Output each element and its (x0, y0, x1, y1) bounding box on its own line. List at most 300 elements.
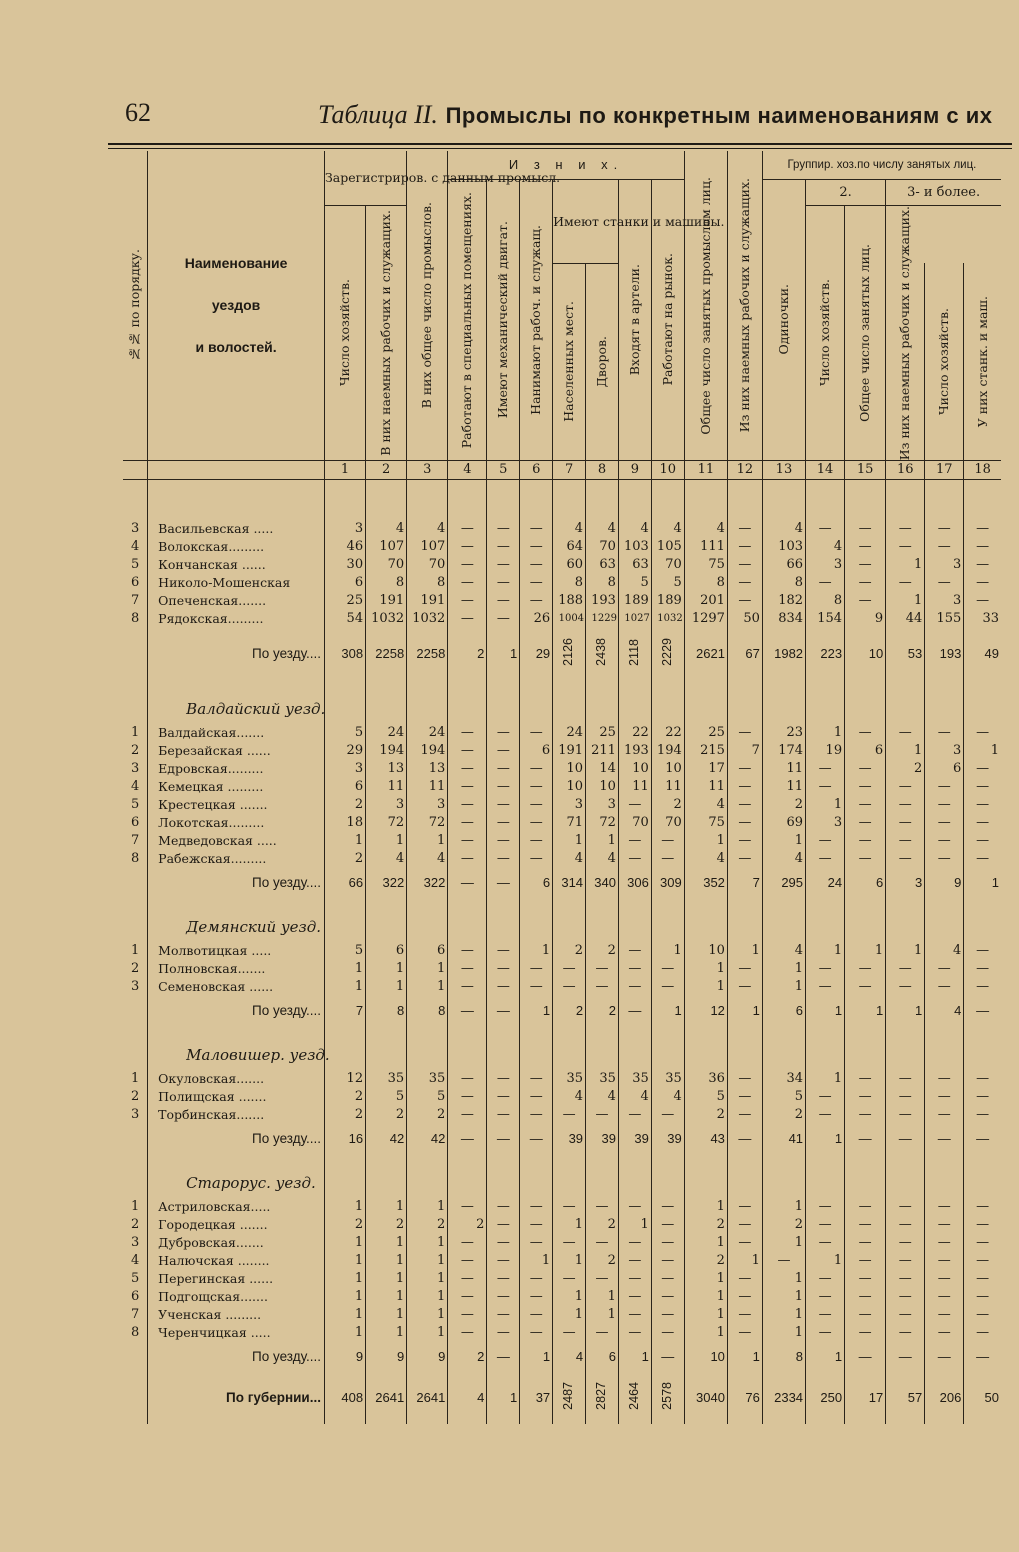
row-number: 3 (130, 1235, 140, 1251)
name-header-line1: Наименование (184, 255, 288, 272)
table-cell: 8 (806, 592, 845, 610)
table-cell: 8 (586, 574, 619, 592)
table-cell (618, 628, 651, 680)
table-cell: 1 (806, 1252, 845, 1270)
table-cell: 35 (553, 1070, 586, 1088)
row-number: 7 (130, 593, 140, 609)
table-cell: 2334 (762, 1372, 805, 1424)
table-cell: 1 (366, 960, 407, 978)
table-cell: 70 (618, 814, 651, 832)
table-cell: — (727, 724, 762, 742)
table-cell: 295 (762, 868, 805, 898)
empty-cell (448, 1026, 487, 1070)
table-cell: 25 (586, 724, 619, 742)
table-cell: 1 (324, 978, 365, 996)
table-cell: 10 (684, 1342, 727, 1372)
column-number: 1 (324, 460, 365, 479)
table-cell: 6 (845, 742, 886, 760)
table-cell: 17 (845, 1372, 886, 1424)
table-cell: 1 (324, 1288, 365, 1306)
table-cell: 11 (762, 760, 805, 778)
table-cell: 1 (684, 1306, 727, 1324)
row-number: 3 (130, 979, 140, 995)
table-cell: 1 (964, 868, 1001, 898)
table-cell: — (448, 1270, 487, 1288)
table-cell: — (806, 520, 845, 538)
row-number: 2 (130, 743, 140, 759)
subtotal-row (123, 628, 1001, 680)
table-cell: 24 (366, 724, 407, 742)
table-cell: 194 (366, 742, 407, 760)
table-cell: — (845, 814, 886, 832)
table-cell: 111 (684, 538, 727, 556)
table-cell: 2641 (366, 1372, 407, 1424)
empty-cell (806, 1026, 845, 1070)
table-cell: 10 (586, 778, 619, 796)
row-number (123, 1124, 148, 1154)
row-number: 5 (130, 797, 140, 813)
table-cell: — (964, 814, 1001, 832)
empty-cell (684, 680, 727, 724)
hire-workers-header: Нанимают рабоч. и служащ. (520, 179, 553, 460)
table-cell: — (448, 1306, 487, 1324)
table-cell: 1 (553, 1306, 586, 1324)
empty-cell (520, 898, 553, 942)
table-cell: — (964, 796, 1001, 814)
table-cell: — (806, 574, 845, 592)
table-cell: 105 (651, 538, 684, 556)
table-cell: 5 (651, 574, 684, 592)
table-cell: — (925, 574, 964, 592)
table-cell: — (448, 868, 487, 898)
district-row (123, 850, 1001, 868)
table-cell: 8 (553, 574, 586, 592)
column-number: 2 (366, 460, 407, 479)
table-cell: 5 (762, 1088, 805, 1106)
table-cell: 50 (727, 610, 762, 628)
table-cell: — (553, 978, 586, 996)
of-them-header: И з н и х. (448, 151, 684, 179)
table-cell: — (845, 592, 886, 610)
district-row (123, 742, 1001, 760)
table-cell: 7 (727, 868, 762, 898)
table-cell: 1 (324, 1324, 365, 1342)
table-cell: — (520, 832, 553, 850)
column-number: 5 (487, 460, 520, 479)
table-cell: 1 (727, 942, 762, 960)
table-cell: — (618, 1324, 651, 1342)
table-cell: 4 (684, 520, 727, 538)
table-cell: 2641 (407, 1372, 448, 1424)
table-cell: 3 (806, 814, 845, 832)
row-name: Волокская......... (148, 538, 325, 556)
table-cell: 1 (407, 960, 448, 978)
table-cell: 4 (806, 538, 845, 556)
table-cell: 2 (448, 1216, 487, 1234)
table-cell: — (727, 1306, 762, 1324)
empty-cell (925, 898, 964, 942)
table-cell: 1 (762, 1288, 805, 1306)
registered-header: Зарегистриров. с данным промысл. (324, 151, 406, 205)
row-number: 8 (130, 851, 140, 867)
table-cell: — (553, 1198, 586, 1216)
table-cell: 2 (684, 1216, 727, 1234)
table-cell: — (618, 1288, 651, 1306)
table-cell: 1032 (366, 610, 407, 628)
table-cell: — (845, 1306, 886, 1324)
table-cell: — (886, 1252, 925, 1270)
row-name: По губернии... (148, 1372, 325, 1424)
empty-cell (806, 898, 845, 942)
empty-cell (487, 1154, 520, 1198)
table-cell: — (448, 1324, 487, 1342)
table-cell: 44 (886, 610, 925, 628)
table-cell: — (925, 1324, 964, 1342)
empty-cell (407, 1026, 448, 1070)
table-cell: — (727, 592, 762, 610)
table-cell: — (964, 1342, 1001, 1372)
table-cell: 4 (618, 1088, 651, 1106)
table-cell: 39 (618, 1124, 651, 1154)
column-number: 12 (727, 460, 762, 479)
table-cell: — (651, 1306, 684, 1324)
column-number: 6 (520, 460, 553, 479)
table-cell: 206 (925, 1372, 964, 1424)
empty-cell (651, 1026, 684, 1070)
table-cell: — (487, 742, 520, 760)
row-number (123, 1154, 148, 1198)
table-cell: 1 (366, 1324, 407, 1342)
table-cell: — (448, 742, 487, 760)
table-cell: — (925, 814, 964, 832)
table-cell: 4 (553, 520, 586, 538)
row-number (123, 1372, 148, 1424)
row-number: 1 (130, 1199, 140, 1215)
table-cell: — (487, 1106, 520, 1124)
table-cell: 50 (964, 1372, 1001, 1424)
table-cell: 2 (324, 1088, 365, 1106)
table-cell: — (618, 1198, 651, 1216)
empty-cell (407, 1154, 448, 1198)
table-cell: 70 (651, 556, 684, 574)
table-cell: — (618, 942, 651, 960)
table-cell: — (845, 1252, 886, 1270)
table-cell: — (586, 1198, 619, 1216)
row-name: Окуловская....... (148, 1070, 325, 1088)
table-cell: — (487, 1088, 520, 1106)
table-cell: — (553, 1270, 586, 1288)
empty-cell (366, 680, 407, 724)
table-cell: — (520, 1198, 553, 1216)
mech-engine-header: Имеют механический двигат. (487, 179, 520, 460)
table-cell: 4 (586, 520, 619, 538)
households-header: Дворов. (586, 263, 619, 460)
table-cell: — (520, 1270, 553, 1288)
table-cell: — (925, 960, 964, 978)
table-cell: 1 (324, 1306, 365, 1324)
table-cell: 1 (651, 996, 684, 1026)
row-number (123, 479, 148, 500)
table-cell: 1 (586, 1288, 619, 1306)
subtotal-row (123, 1342, 1001, 1372)
table-cell: 64 (553, 538, 586, 556)
table-cell: — (806, 778, 845, 796)
empty-cell (618, 1154, 651, 1198)
table-cell: — (845, 1106, 886, 1124)
table-body (123, 479, 1001, 1424)
table-cell: 35 (586, 1070, 619, 1088)
table-cell: 1 (845, 942, 886, 960)
table-cell: 34 (762, 1070, 805, 1088)
table-cell: 24 (553, 724, 586, 742)
table-cell: — (448, 556, 487, 574)
g2-hired-header: В них наемных рабочих и служащих. (366, 205, 407, 460)
table-cell: — (487, 778, 520, 796)
empty-cell (806, 1154, 845, 1198)
empty-cell (886, 479, 925, 500)
empty-cell (651, 898, 684, 942)
row-number: 3 (130, 521, 140, 537)
row-name: Васильевская ..... (148, 520, 325, 538)
table-cell: — (553, 1106, 586, 1124)
table-cell: — (520, 796, 553, 814)
table-cell: — (727, 574, 762, 592)
table-cell: — (886, 1306, 925, 1324)
empty-cell (586, 479, 619, 500)
table-cell: — (806, 1216, 845, 1234)
table-cell: 3 (324, 760, 365, 778)
empty-cell (366, 479, 407, 500)
table-cell: — (845, 978, 886, 996)
empty-cell (553, 898, 586, 942)
empty-cell (586, 1154, 619, 1198)
table-cell: — (886, 832, 925, 850)
table-cell: 66 (762, 556, 805, 574)
table-cell: 75 (684, 814, 727, 832)
row-number: 4 (130, 539, 140, 555)
table-cell: 2 (324, 850, 365, 868)
empty-cell (324, 479, 365, 500)
table-cell: 1 (762, 1306, 805, 1324)
table-cell: — (448, 814, 487, 832)
empty-cell (448, 680, 487, 724)
table-cell: — (520, 1324, 553, 1342)
table-cell: — (448, 1234, 487, 1252)
table-cell: 1 (964, 742, 1001, 760)
row-name: Полновская....... (148, 960, 325, 978)
district-row (123, 556, 1001, 574)
colnum-blank-name (148, 460, 325, 479)
table-cell: — (520, 1106, 553, 1124)
table-cell: — (520, 1288, 553, 1306)
table-cell: — (845, 556, 886, 574)
table-cell: 1 (806, 1124, 845, 1154)
table-cell: 9 (845, 610, 886, 628)
table-cell: 25 (684, 724, 727, 742)
table-cell: 9 (366, 1342, 407, 1372)
row-name: Семеновская ...... (148, 978, 325, 996)
district-row (123, 1324, 1001, 1342)
empty-cell (845, 898, 886, 942)
table-cell: — (651, 1234, 684, 1252)
empty-cell (366, 1026, 407, 1070)
empty-cell (762, 898, 805, 942)
g3-persons-header: Общее число занятых лиц. (845, 205, 886, 460)
table-cell: 43 (684, 1124, 727, 1154)
table-cell: 2 (684, 1106, 727, 1124)
statistics-table (123, 151, 1001, 1424)
empty-cell (520, 1154, 553, 1198)
table-cell: — (520, 960, 553, 978)
table-cell: 53 (886, 628, 925, 680)
market-header: Работают на рынок. (651, 179, 684, 460)
table-cell: — (886, 1270, 925, 1288)
empty-cell (886, 1154, 925, 1198)
district-row (123, 1270, 1001, 1288)
table-cell: 1 (727, 1342, 762, 1372)
table-cell: — (964, 1088, 1001, 1106)
subtotal-row (123, 996, 1001, 1026)
table-cell: 63 (618, 556, 651, 574)
empty-cell (925, 479, 964, 500)
table-cell: 1 (684, 978, 727, 996)
table-cell: — (727, 538, 762, 556)
table-cell: — (448, 1252, 487, 1270)
table-cell: 189 (651, 592, 684, 610)
table-cell: 35 (651, 1070, 684, 1088)
empty-cell (487, 680, 520, 724)
table-cell: 1 (407, 1270, 448, 1288)
table-cell: 63 (586, 556, 619, 574)
table-cell: — (925, 724, 964, 742)
empty-cell (366, 1154, 407, 1198)
table-cell: 1032 (407, 610, 448, 628)
table-cell: 8 (407, 996, 448, 1026)
rotated-value: 2118 (626, 638, 641, 666)
row-name: Астриловская..... (148, 1198, 325, 1216)
table-cell: — (925, 978, 964, 996)
table-cell: — (964, 760, 1001, 778)
table-cell: — (727, 1288, 762, 1306)
spacer-row (123, 479, 1001, 500)
table-cell: — (618, 1234, 651, 1252)
table-cell: — (448, 1106, 487, 1124)
table-cell: — (845, 1070, 886, 1088)
empty-cell (727, 479, 762, 500)
table-cell: 2 (762, 1216, 805, 1234)
table-cell: — (845, 850, 886, 868)
table-cell: 2 (324, 796, 365, 814)
table-cell (553, 628, 586, 680)
table-cell: 5 (684, 1088, 727, 1106)
table-cell: — (448, 1288, 487, 1306)
table-cell: — (487, 1270, 520, 1288)
empty-cell (964, 680, 1001, 724)
table-cell: — (886, 1070, 925, 1088)
empty-cell (964, 1154, 1001, 1198)
table-cell: — (845, 1342, 886, 1372)
table-cell: — (487, 592, 520, 610)
empty-cell (762, 479, 805, 500)
table-cell: — (964, 1306, 1001, 1324)
table-cell: — (964, 1324, 1001, 1342)
table-cell: — (964, 850, 1001, 868)
table-cell: 2 (684, 1252, 727, 1270)
empty-cell (727, 500, 762, 520)
table-cell (618, 1372, 651, 1424)
table-cell: 1 (487, 628, 520, 680)
table-cell: 1 (806, 796, 845, 814)
table-cell: — (586, 960, 619, 978)
empty-cell (727, 1154, 762, 1198)
row-name: Рабежская......... (148, 850, 325, 868)
row-number: 1 (130, 1071, 140, 1087)
section-title-row (123, 1026, 1001, 1070)
table-cell: 193 (586, 592, 619, 610)
table-cell: 1 (762, 1198, 805, 1216)
table-cell: — (651, 832, 684, 850)
row-number: 6 (130, 575, 140, 591)
district-row (123, 832, 1001, 850)
table-cell: 8 (684, 574, 727, 592)
empty-cell (845, 1026, 886, 1070)
table-cell: 6 (586, 1342, 619, 1372)
table-cell: — (964, 1070, 1001, 1088)
table-cell: — (487, 1306, 520, 1324)
empty-cell (324, 680, 365, 724)
table-title-main: Промыслы по конкретным наименованиям с их (445, 103, 993, 128)
column-number: 4 (448, 460, 487, 479)
empty-cell (651, 479, 684, 500)
empty-cell (366, 898, 407, 942)
table-cell: 1 (407, 1198, 448, 1216)
empty-cell (520, 500, 553, 520)
table-cell: — (520, 556, 553, 574)
subtotal-row (123, 868, 1001, 898)
table-cell: — (727, 1106, 762, 1124)
table-cell: 4 (762, 942, 805, 960)
row-name: Крестецкая ....... (148, 796, 325, 814)
table-cell: — (618, 1270, 651, 1288)
table-cell: — (448, 1088, 487, 1106)
table-cell: — (651, 1252, 684, 1270)
table-cell: 201 (684, 592, 727, 610)
table-cell: — (925, 1342, 964, 1372)
table-cell: — (651, 1270, 684, 1288)
table-cell: 4 (762, 520, 805, 538)
table-cell: — (487, 556, 520, 574)
table-cell: — (520, 538, 553, 556)
table-cell: 4 (586, 1088, 619, 1106)
table-cell: — (964, 778, 1001, 796)
district-row (123, 1198, 1001, 1216)
column-numbers-row (123, 460, 1001, 479)
persons-total-header: Общее число занятых промыслом лиц. (684, 151, 727, 460)
table-cell: 1 (366, 1198, 407, 1216)
table-cell: — (925, 538, 964, 556)
row-number: 8 (130, 611, 140, 627)
table-cell: 1 (806, 1342, 845, 1372)
table-cell: — (964, 978, 1001, 996)
table-cell: 1 (762, 832, 805, 850)
table-cell: 49 (964, 628, 1001, 680)
table-cell: — (618, 978, 651, 996)
table-cell: — (448, 610, 487, 628)
table-cell: — (886, 1106, 925, 1124)
table-cell: — (448, 538, 487, 556)
table-cell: 6 (520, 742, 553, 760)
table-cell: — (886, 850, 925, 868)
